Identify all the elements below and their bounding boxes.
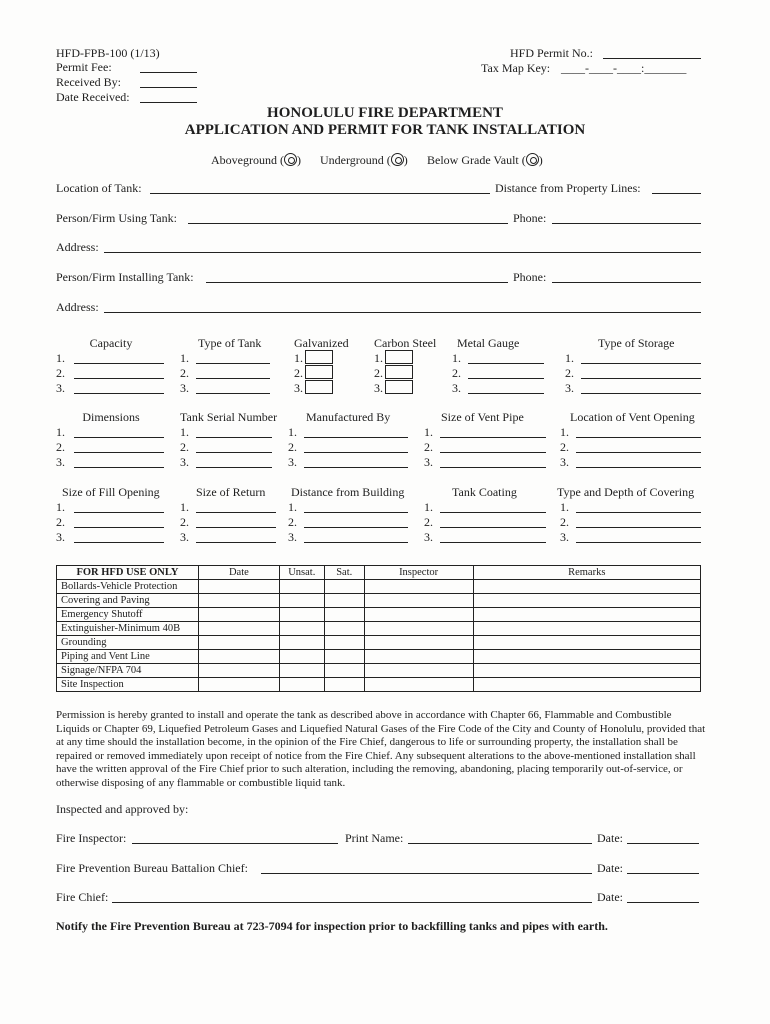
inspection-item: Extinguisher-Minimum 40B (57, 622, 199, 636)
inspection-item: Emergency Shutoff (57, 608, 199, 622)
distance-property-lines-field[interactable] (652, 193, 701, 194)
size-of-vent-pipe-row[interactable] (424, 425, 433, 439)
type-of-storage-row[interactable] (565, 381, 574, 395)
carbon-steel-column (374, 350, 422, 395)
row-number: 1. (56, 425, 65, 439)
inspector-cell[interactable] (364, 622, 473, 636)
sat-cell[interactable] (324, 580, 364, 594)
row-number: 1. (424, 425, 433, 439)
carbon-steel-row[interactable] (374, 365, 413, 379)
row-number: 2. (452, 366, 461, 380)
capacity-row[interactable] (56, 366, 65, 380)
row-number: 1. (452, 351, 461, 365)
inspector-cell[interactable] (364, 664, 473, 678)
row-number: 2. (180, 366, 189, 380)
row-number: 2. (294, 366, 303, 380)
tank-coating-header: Tank Coating (452, 485, 517, 499)
distance-from-building-row[interactable] (288, 500, 297, 514)
phone-field-2[interactable] (552, 282, 701, 283)
capacity-row[interactable] (56, 381, 65, 395)
phone-field-1[interactable] (552, 223, 701, 224)
person-firm-installing-tank-field[interactable] (206, 282, 508, 283)
remarks-cell[interactable] (473, 664, 700, 678)
row-number: 2. (565, 366, 574, 380)
row-number: 3. (374, 381, 383, 395)
carbon-steel-row[interactable] (374, 350, 413, 364)
row-number: 1. (374, 351, 383, 365)
type-of-tank-header: Type of Tank (198, 336, 262, 350)
sat-cell[interactable] (324, 622, 364, 636)
carbon-steel-checkbox[interactable] (385, 365, 413, 379)
unsat-cell[interactable] (279, 678, 324, 692)
inspection-item: Bollards-Vehicle Protection (57, 580, 199, 594)
print-name-field[interactable] (408, 843, 592, 844)
type-depth-covering-row[interactable] (560, 500, 569, 514)
aboveground-radio[interactable] (284, 153, 297, 166)
manufactured-by-row[interactable] (288, 440, 297, 454)
department-title: HONOLULU FIRE DEPARTMENT (267, 105, 503, 121)
inspector-cell[interactable] (364, 608, 473, 622)
row-number: 3. (560, 455, 569, 469)
remarks-header: Remarks (473, 566, 700, 580)
location-of-vent-opening-header: Location of Vent Opening (570, 410, 695, 424)
size-of-return-row[interactable] (180, 530, 189, 544)
remarks-cell[interactable] (473, 678, 700, 692)
row-number: 2. (424, 440, 433, 454)
address-field-2[interactable] (104, 312, 701, 313)
remarks-cell[interactable] (473, 580, 700, 594)
type-depth-covering-row[interactable] (560, 515, 569, 529)
row-number: 2. (424, 515, 433, 529)
unsat-cell[interactable] (279, 636, 324, 650)
inspector-header: Inspector (364, 566, 473, 580)
dimensions-row[interactable] (56, 425, 65, 439)
option-underground-label: Underground (320, 153, 384, 167)
row-number: 2. (56, 515, 65, 529)
size-of-fill-opening-row[interactable] (56, 530, 65, 544)
unsat-cell[interactable] (279, 594, 324, 608)
sat-cell[interactable] (324, 650, 364, 664)
battalion-chief-label: Fire Prevention Bureau Battalion Chief: (56, 861, 248, 875)
tank-serial-number-row[interactable] (180, 455, 189, 469)
date-cell[interactable] (198, 636, 279, 650)
type-depth-covering-column (560, 500, 701, 545)
option-below-grade-vault[interactable]: Below Grade Vault ( ) (427, 153, 543, 167)
row-number: 2. (288, 515, 297, 529)
inspector-cell[interactable] (364, 594, 473, 608)
remarks-cell[interactable] (473, 650, 700, 664)
inspection-item: Covering and Paving (57, 594, 199, 608)
table-row (57, 622, 701, 636)
date-label-1: Date: (597, 831, 623, 845)
fire-inspector-signature-field[interactable] (132, 843, 338, 844)
size-of-return-column (180, 500, 276, 545)
tank-coating-row[interactable] (424, 530, 433, 544)
inspection-item: Signage/NFPA 704 (57, 664, 199, 678)
type-of-storage-column (565, 351, 701, 396)
inspection-notice: Notify the Fire Prevention Bureau at 723-7094 for inspection prior to backfilling tanks and pipes with earth. (56, 919, 608, 933)
metal-gauge-row[interactable] (452, 381, 461, 395)
type-depth-covering-row[interactable] (560, 530, 569, 544)
permit-no-field[interactable] (603, 58, 701, 59)
tank-coating-row[interactable] (424, 515, 433, 529)
capacity-row[interactable] (56, 351, 65, 365)
row-number: 2. (56, 440, 65, 454)
galvanized-row[interactable] (294, 365, 333, 379)
unsat-cell[interactable] (279, 664, 324, 678)
distance-from-building-header: Distance from Building (291, 485, 405, 499)
date-field-2[interactable] (627, 873, 699, 874)
table-row (57, 580, 701, 594)
received-by-label: Received By: (56, 75, 121, 89)
address-label-1: Address: (56, 240, 99, 254)
type-of-tank-row[interactable] (180, 366, 189, 380)
manufactured-by-row[interactable] (288, 425, 297, 439)
dimensions-row[interactable] (56, 455, 65, 469)
row-number: 2. (560, 515, 569, 529)
type-of-storage-row[interactable] (565, 351, 574, 365)
row-number: 2. (374, 366, 383, 380)
distance-from-building-row[interactable] (288, 530, 297, 544)
row-number: 3. (565, 381, 574, 395)
permission-paragraph: Permission is hereby granted to install and operate the tank as described above in accordance with Chapter 66, Flammable and Combustible Liquids or Chapter 69, Liquefied Petroleum Gases and Liquefied Natural Gases of the Fire Code of the City and County of Honolulu, provided that at any time should the installation become, in the opinion of the Fire Chief, dangerous to life or surrounding property, the installation shall be repaired or removed immediately upon receipt of notice from the Fire Chief. Any subsequent alterations to the above-mentioned installation shall have the written approval of the Fire Chief prior to such alteration, including the removing, abandoning, placing temporarily out-of-service, or otherwise disposing of any flammable or combustible liquid tank. (56, 709, 706, 789)
type-of-tank-column (180, 351, 272, 396)
sat-cell[interactable] (324, 636, 364, 650)
inspector-cell[interactable] (364, 636, 473, 650)
sat-cell[interactable] (324, 664, 364, 678)
row-number: 3. (288, 530, 297, 544)
tax-map-key-label: Tax Map Key: (481, 61, 551, 75)
row-number: 3. (424, 530, 433, 544)
row-number: 3. (288, 455, 297, 469)
row-number: 3. (56, 381, 65, 395)
metal-gauge-column (452, 351, 546, 396)
permit-no-label: HFD Permit No.: (510, 46, 594, 60)
type-of-storage-row[interactable] (565, 366, 574, 380)
distance-from-building-row[interactable] (288, 515, 297, 529)
row-number: 3. (180, 381, 189, 395)
permit-fee-field[interactable] (140, 72, 197, 73)
date-cell[interactable] (198, 622, 279, 636)
person-firm-installing-tank-label: Person/Firm Installing Tank: (56, 270, 194, 284)
size-of-fill-opening-column (56, 500, 166, 545)
received-by-field[interactable] (140, 87, 197, 88)
tank-coating-column (424, 500, 546, 545)
person-firm-using-tank-label: Person/Firm Using Tank: (56, 211, 177, 225)
size-of-vent-pipe-column (424, 425, 546, 470)
inspection-item: Piping and Vent Line (57, 650, 199, 664)
galvanized-checkbox[interactable] (305, 365, 333, 379)
fire-chief-signature-field[interactable] (112, 902, 592, 903)
fire-chief-label: Fire Chief: (56, 890, 109, 904)
metal-gauge-row[interactable] (452, 351, 461, 365)
row-number: 1. (294, 351, 303, 365)
galvanized-checkbox[interactable] (305, 380, 333, 394)
location-of-vent-opening-row[interactable] (560, 440, 569, 454)
size-of-return-header: Size of Return (196, 485, 266, 499)
size-of-fill-opening-header: Size of Fill Opening (62, 485, 160, 499)
inspector-cell[interactable] (364, 580, 473, 594)
row-number: 3. (56, 455, 65, 469)
type-depth-covering-header: Type and Depth of Covering (557, 485, 695, 499)
metal-gauge-row[interactable] (452, 366, 461, 380)
date-cell[interactable] (198, 650, 279, 664)
date-cell[interactable] (198, 580, 279, 594)
dimensions-header: Dimensions (82, 410, 140, 424)
manufactured-by-column (288, 425, 408, 470)
date-received-field[interactable] (140, 102, 197, 103)
inspector-cell[interactable] (364, 678, 473, 692)
tax-map-key-field[interactable]: ____-____-____:_______ (561, 61, 687, 75)
option-below-grade-vault-label: Below Grade Vault (427, 153, 519, 167)
row-number: 2. (180, 515, 189, 529)
unsat-cell[interactable] (279, 580, 324, 594)
date-field-1[interactable] (627, 843, 699, 844)
option-aboveground-label: Aboveground (211, 153, 277, 167)
location-of-tank-field[interactable] (150, 193, 490, 194)
option-aboveground[interactable]: Aboveground ( ) (211, 153, 301, 167)
tank-coating-row[interactable] (424, 500, 433, 514)
manufactured-by-header: Manufactured By (306, 410, 391, 424)
address-field-1[interactable] (104, 252, 701, 253)
distance-property-lines-label: Distance from Property Lines: (495, 181, 641, 195)
carbon-steel-row[interactable] (374, 380, 413, 394)
unsat-cell[interactable] (279, 650, 324, 664)
row-number: 1. (288, 425, 297, 439)
row-number: 3. (560, 530, 569, 544)
below-grade-vault-radio[interactable] (526, 153, 539, 166)
row-number: 2. (560, 440, 569, 454)
option-underground[interactable]: Underground ( ) (320, 153, 408, 167)
inspection-item: Site Inspection (57, 678, 199, 692)
size-of-fill-opening-row[interactable] (56, 500, 65, 514)
date-received-label: Date Received: (56, 90, 130, 104)
remarks-cell[interactable] (473, 622, 700, 636)
remarks-cell[interactable] (473, 594, 700, 608)
size-of-fill-opening-row[interactable] (56, 515, 65, 529)
row-number: 1. (180, 351, 189, 365)
underground-radio[interactable] (391, 153, 404, 166)
row-number: 3. (180, 530, 189, 544)
size-of-return-row[interactable] (180, 515, 189, 529)
hfd-use-only-table (56, 565, 701, 692)
size-of-vent-pipe-row[interactable] (424, 455, 433, 469)
inspection-item: Grounding (57, 636, 199, 650)
carbon-steel-checkbox[interactable] (385, 350, 413, 364)
size-of-return-row[interactable] (180, 500, 189, 514)
date-cell[interactable] (198, 608, 279, 622)
table-row (57, 636, 701, 650)
date-header: Date (198, 566, 279, 580)
location-of-vent-opening-row[interactable] (560, 455, 569, 469)
size-of-vent-pipe-row[interactable] (424, 440, 433, 454)
person-firm-using-tank-field[interactable] (188, 223, 508, 224)
remarks-cell[interactable] (473, 636, 700, 650)
distance-from-building-column (288, 500, 408, 545)
row-number: 1. (180, 425, 189, 439)
row-number: 3. (56, 530, 65, 544)
galvanized-header: Galvanized (294, 336, 349, 350)
table-row (57, 678, 701, 692)
sat-cell[interactable] (324, 594, 364, 608)
date-cell[interactable] (198, 594, 279, 608)
print-name-label: Print Name: (345, 831, 404, 845)
type-of-tank-row[interactable] (180, 351, 189, 365)
row-number: 3. (424, 455, 433, 469)
row-number: 1. (56, 351, 65, 365)
row-number: 2. (180, 440, 189, 454)
row-number: 1. (560, 500, 569, 514)
tank-serial-number-row[interactable] (180, 425, 189, 439)
sat-cell[interactable] (324, 608, 364, 622)
tank-serial-number-row[interactable] (180, 440, 189, 454)
location-of-tank-label: Location of Tank: (56, 181, 142, 195)
galvanized-checkbox[interactable] (305, 350, 333, 364)
row-number: 1. (180, 500, 189, 514)
table-row (57, 594, 701, 608)
unsat-header: Unsat. (279, 566, 324, 580)
type-of-tank-row[interactable] (180, 381, 189, 395)
row-number: 3. (180, 455, 189, 469)
unsat-cell[interactable] (279, 608, 324, 622)
galvanized-row[interactable] (294, 350, 333, 364)
row-number: 2. (56, 366, 65, 380)
table-row (57, 664, 701, 678)
type-of-storage-header: Type of Storage (598, 336, 675, 350)
form-id: HFD-FPB-100 (1/13) (56, 46, 160, 60)
inspector-cell[interactable] (364, 650, 473, 664)
row-number: 2. (288, 440, 297, 454)
fire-inspector-label: Fire Inspector: (56, 831, 127, 845)
row-number: 1. (424, 500, 433, 514)
phone-label-2: Phone: (513, 270, 547, 284)
location-of-vent-opening-column (560, 425, 701, 470)
address-label-2: Address: (56, 300, 99, 314)
date-label-3: Date: (597, 890, 623, 904)
tank-serial-number-header: Tank Serial Number (180, 410, 278, 424)
date-field-3[interactable] (627, 902, 699, 903)
table-row (57, 650, 701, 664)
table-row (57, 608, 701, 622)
sat-header: Sat. (324, 566, 364, 580)
metal-gauge-header: Metal Gauge (457, 336, 520, 350)
carbon-steel-header: Carbon Steel (374, 336, 437, 350)
row-number: 1. (565, 351, 574, 365)
form-title: APPLICATION AND PERMIT FOR TANK INSTALLATION (184, 122, 586, 138)
inspected-approved-label: Inspected and approved by: (56, 802, 189, 816)
tank-serial-number-column (180, 425, 272, 470)
location-of-vent-opening-row[interactable] (560, 425, 569, 439)
date-cell[interactable] (198, 664, 279, 678)
unsat-cell[interactable] (279, 622, 324, 636)
dimensions-column (56, 425, 166, 470)
hfd-use-only-header: FOR HFD USE ONLY (57, 566, 199, 580)
row-number: 3. (452, 381, 461, 395)
row-number: 3. (294, 381, 303, 395)
table-header-row (57, 566, 701, 580)
galvanized-column (294, 350, 342, 395)
carbon-steel-checkbox[interactable] (385, 380, 413, 394)
date-cell[interactable] (198, 678, 279, 692)
date-label-2: Date: (597, 861, 623, 875)
battalion-chief-signature-field[interactable] (261, 873, 592, 874)
row-number: 1. (560, 425, 569, 439)
manufactured-by-row[interactable] (288, 455, 297, 469)
galvanized-row[interactable] (294, 380, 333, 394)
remarks-cell[interactable] (473, 608, 700, 622)
permit-fee-label: Permit Fee: (56, 60, 112, 74)
row-number: 1. (56, 500, 65, 514)
phone-label-1: Phone: (513, 211, 547, 225)
dimensions-row[interactable] (56, 440, 65, 454)
capacity-column (56, 351, 166, 396)
row-number: 1. (288, 500, 297, 514)
sat-cell[interactable] (324, 678, 364, 692)
capacity-header: Capacity (89, 336, 133, 350)
size-of-vent-pipe-header: Size of Vent Pipe (441, 410, 524, 424)
